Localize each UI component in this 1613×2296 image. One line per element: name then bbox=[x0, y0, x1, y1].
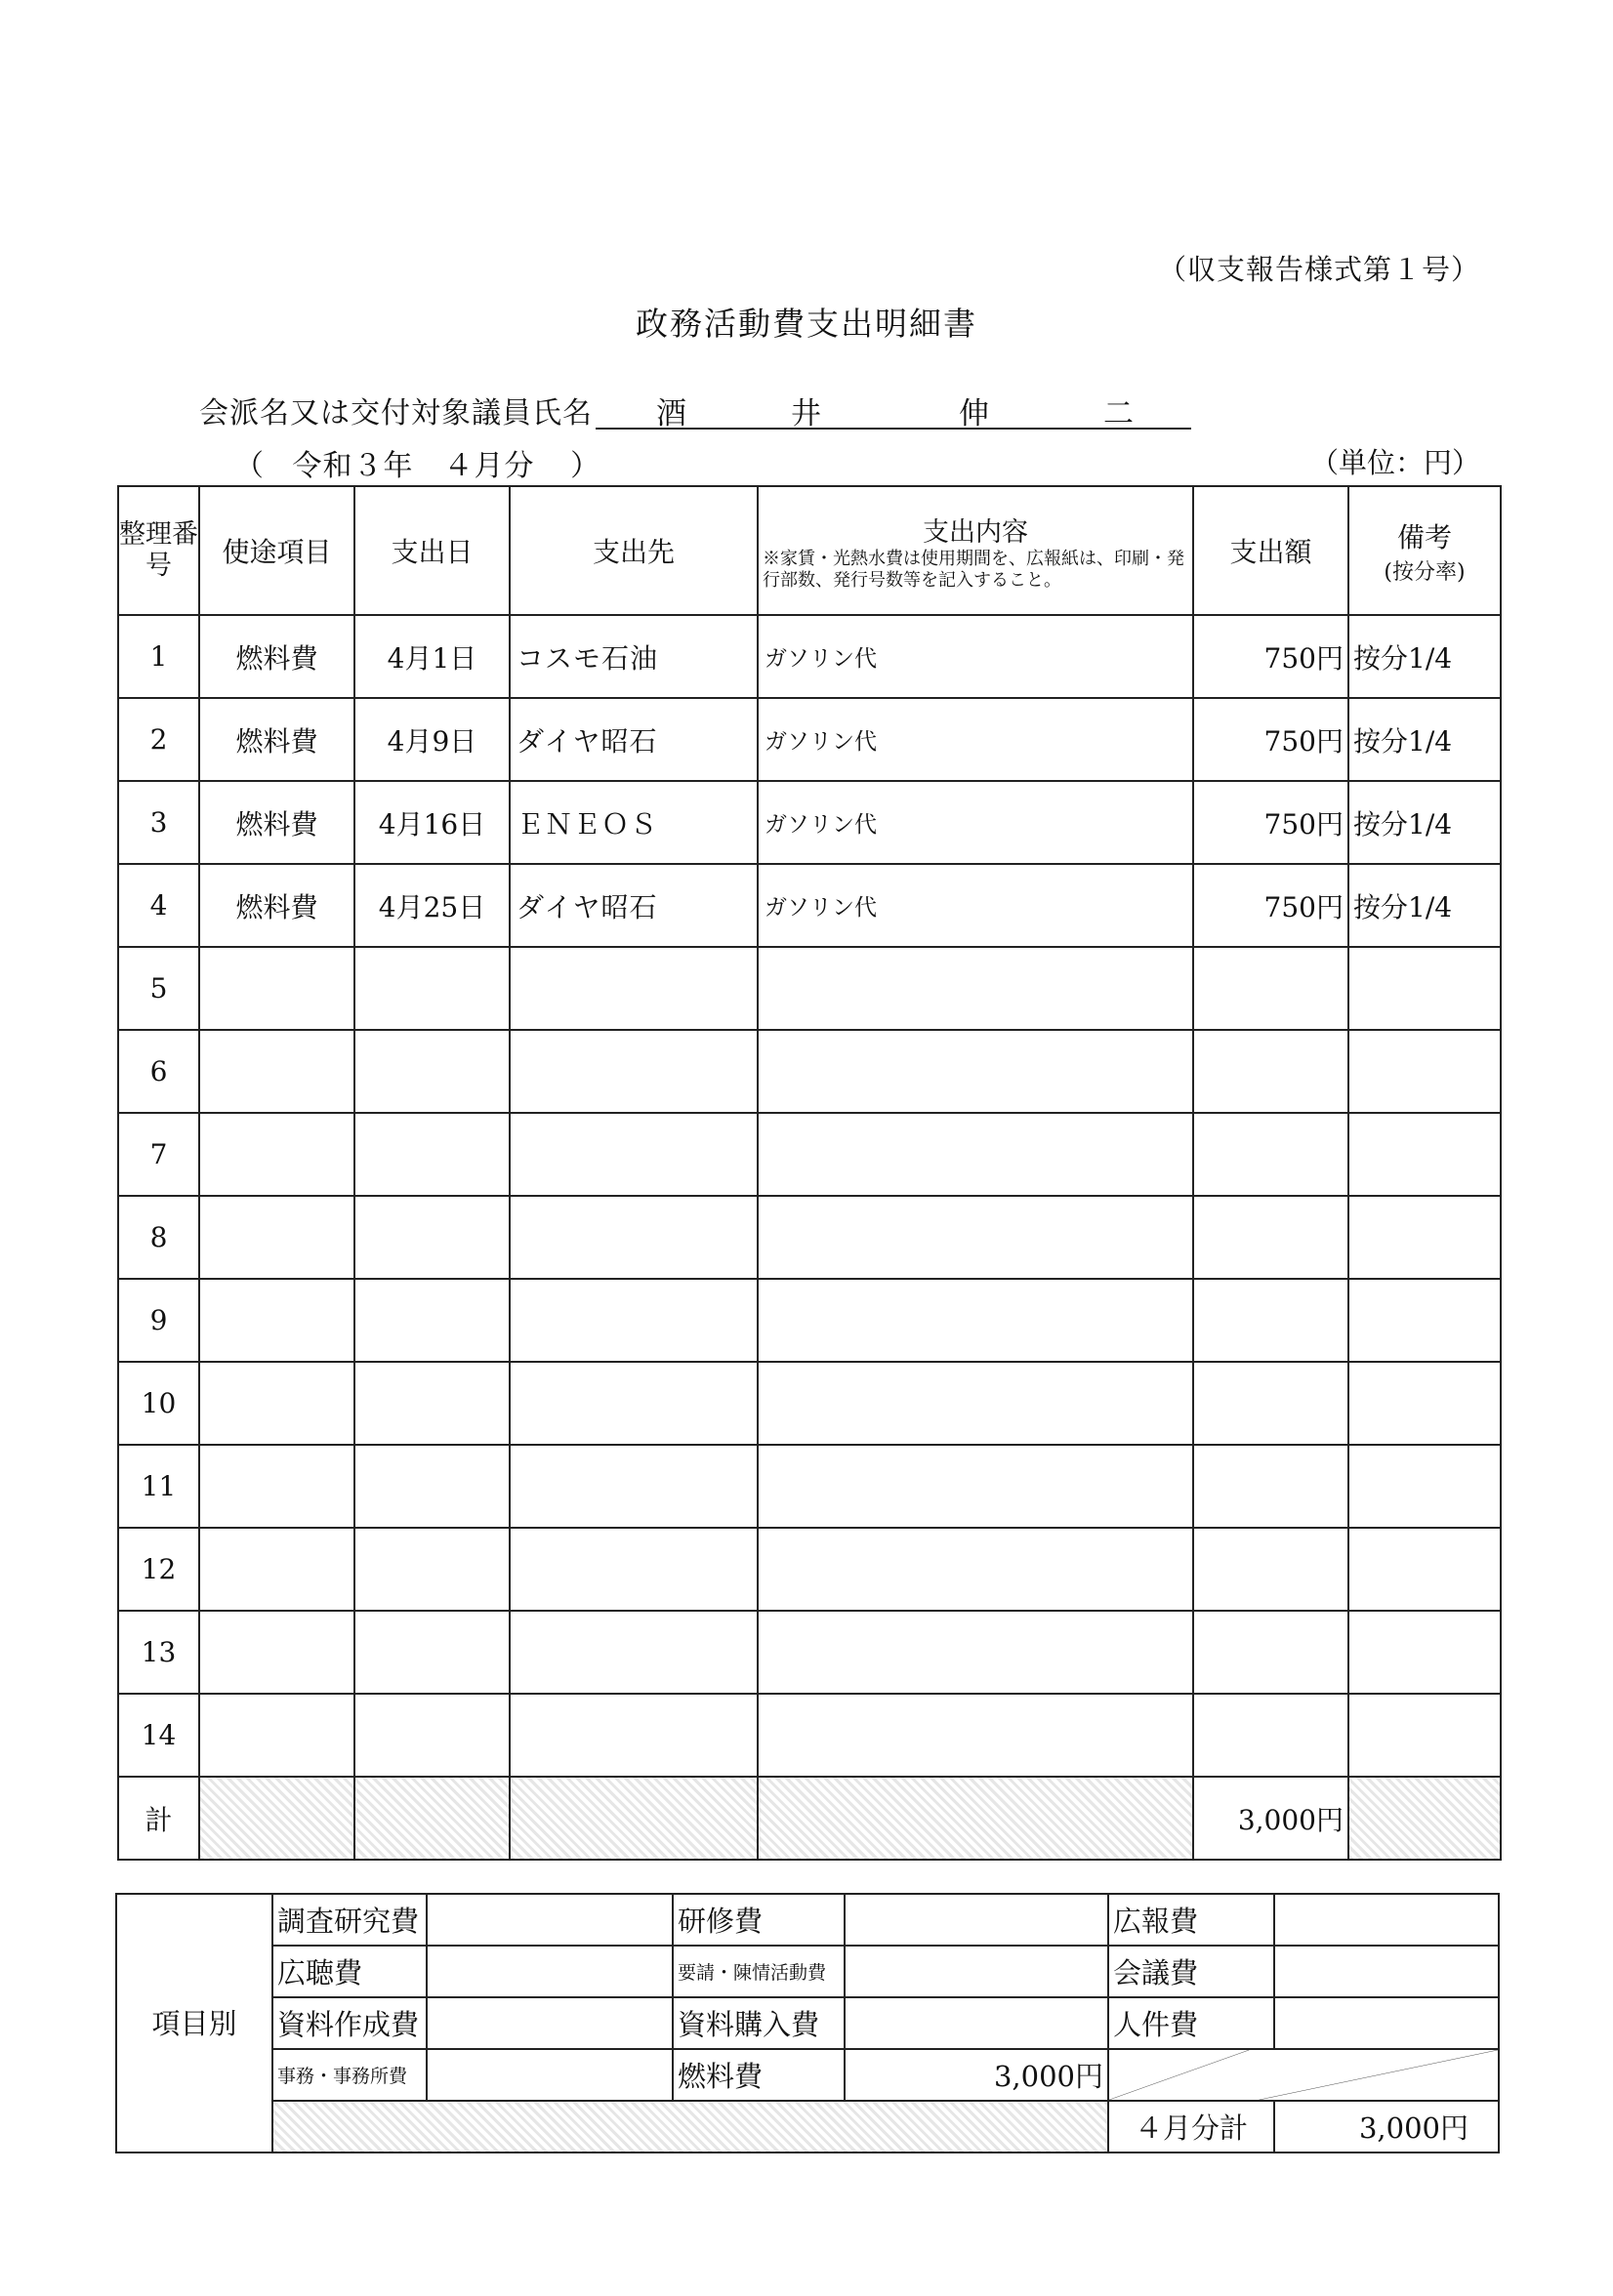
member-label: 会派名又は交付対象議員氏名 bbox=[199, 396, 593, 430]
label-training: 研修費 bbox=[673, 1894, 845, 1946]
header-content bbox=[758, 486, 1193, 615]
total-amount: 3,000円 bbox=[1193, 1777, 1348, 1860]
row-amount: 750円 bbox=[1193, 864, 1348, 947]
label-hearing: 広聴費 bbox=[272, 1946, 427, 1997]
row-date bbox=[354, 1445, 510, 1528]
row-number: 5 bbox=[118, 947, 199, 1030]
row-content bbox=[758, 1445, 1193, 1528]
label-fuel: 燃料費 bbox=[673, 2049, 845, 2101]
row-content bbox=[758, 1196, 1193, 1279]
row-amount: 750円 bbox=[1193, 698, 1348, 781]
row-payee bbox=[510, 1362, 758, 1445]
row-amount bbox=[1193, 1279, 1348, 1362]
shaded-cell bbox=[272, 2101, 1108, 2152]
row-date: 4月9日 bbox=[354, 698, 510, 781]
row-content: ガソリン代 bbox=[758, 615, 1193, 698]
row-use: 燃料費 bbox=[199, 781, 354, 864]
row-amount bbox=[1193, 1113, 1348, 1196]
header-content-note: ※家賃・光熱水費は使用期間を、広報紙は、印刷・発行部数、発行号数等を記入すること。 bbox=[763, 548, 1184, 591]
member-name-char: 二 bbox=[1103, 396, 1134, 431]
row-amount bbox=[1193, 1362, 1348, 1445]
row-note bbox=[1348, 1196, 1501, 1279]
value-pr bbox=[1274, 1894, 1499, 1946]
row-note bbox=[1348, 1030, 1501, 1113]
row-amount bbox=[1193, 1528, 1348, 1611]
row-number: 9 bbox=[118, 1279, 199, 1362]
row-note bbox=[1348, 1113, 1501, 1196]
value-petition bbox=[845, 1946, 1108, 1997]
table-row bbox=[118, 698, 1501, 781]
row-payee bbox=[510, 1445, 758, 1528]
unit-label: （単位：円） bbox=[1309, 446, 1480, 479]
header-amount: 支出額 bbox=[1193, 486, 1348, 615]
table-row bbox=[118, 864, 1501, 947]
label-materials-making: 資料作成費 bbox=[272, 1997, 427, 2049]
row-use: 燃料費 bbox=[199, 864, 354, 947]
row-amount: 750円 bbox=[1193, 615, 1348, 698]
crossed-out-cell bbox=[1108, 2049, 1499, 2101]
row-number: 1 bbox=[118, 615, 199, 698]
row-number: 14 bbox=[118, 1694, 199, 1777]
row-date bbox=[354, 1113, 510, 1196]
row-use bbox=[199, 1611, 354, 1694]
row-content bbox=[758, 1694, 1193, 1777]
row-note: 按分1/4 bbox=[1348, 864, 1501, 947]
row-content bbox=[758, 1362, 1193, 1445]
row-payee: ダイヤ昭石 bbox=[510, 698, 758, 781]
value-personnel bbox=[1274, 1997, 1499, 2049]
row-number: 7 bbox=[118, 1113, 199, 1196]
row-use: 燃料費 bbox=[199, 698, 354, 781]
row-number: 13 bbox=[118, 1611, 199, 1694]
table-row bbox=[118, 1113, 1501, 1196]
table-row bbox=[118, 1196, 1501, 1279]
row-note: 按分1/4 bbox=[1348, 615, 1501, 698]
row-number: 6 bbox=[118, 1030, 199, 1113]
row-note bbox=[1348, 1694, 1501, 1777]
row-date bbox=[354, 1030, 510, 1113]
row-date: 4月1日 bbox=[354, 615, 510, 698]
reporting-period bbox=[234, 441, 600, 484]
row-note bbox=[1348, 1362, 1501, 1445]
category-summary-table bbox=[115, 1893, 1500, 2153]
row-use bbox=[199, 1196, 354, 1279]
row-payee: ＥＮＥＯＳ bbox=[510, 781, 758, 864]
row-content bbox=[758, 1279, 1193, 1362]
label-pr: 広報費 bbox=[1108, 1894, 1274, 1946]
row-content bbox=[758, 1611, 1193, 1694]
row-number: 12 bbox=[118, 1528, 199, 1611]
row-date bbox=[354, 1279, 510, 1362]
row-date bbox=[354, 1694, 510, 1777]
table-row bbox=[118, 781, 1501, 864]
row-use bbox=[199, 1279, 354, 1362]
label-research: 調査研究費 bbox=[272, 1894, 427, 1946]
row-date bbox=[354, 947, 510, 1030]
row-number: 10 bbox=[118, 1362, 199, 1445]
period-text: 令和３年 ４月分 bbox=[292, 449, 535, 483]
value-training bbox=[845, 1894, 1108, 1946]
table-row bbox=[118, 1445, 1501, 1528]
row-payee bbox=[510, 1611, 758, 1694]
value-materials-purchase bbox=[845, 1997, 1108, 2049]
row-number: 11 bbox=[118, 1445, 199, 1528]
period-close: ） bbox=[570, 449, 601, 483]
row-note bbox=[1348, 947, 1501, 1030]
header-no: 整理番号 bbox=[118, 486, 199, 615]
value-office bbox=[427, 2049, 673, 2101]
row-date: 4月25日 bbox=[354, 864, 510, 947]
row-use: 燃料費 bbox=[199, 615, 354, 698]
header-note bbox=[1348, 486, 1501, 615]
table-row bbox=[118, 1030, 1501, 1113]
label-personnel: 人件費 bbox=[1108, 1997, 1274, 2049]
label-office: 事務・事務所費 bbox=[272, 2049, 427, 2101]
month-total-label: ４月分計 bbox=[1108, 2101, 1274, 2152]
header-content-title: 支出内容 bbox=[923, 516, 1028, 548]
row-note bbox=[1348, 1528, 1501, 1611]
row-amount bbox=[1193, 1196, 1348, 1279]
row-content bbox=[758, 947, 1193, 1030]
value-materials-making bbox=[427, 1997, 673, 2049]
row-payee bbox=[510, 947, 758, 1030]
shaded-cell bbox=[199, 1777, 354, 1860]
row-payee bbox=[510, 1113, 758, 1196]
row-note bbox=[1348, 1611, 1501, 1694]
row-number: 8 bbox=[118, 1196, 199, 1279]
shaded-cell bbox=[758, 1777, 1193, 1860]
period-open: （ bbox=[234, 449, 265, 483]
shaded-cell bbox=[510, 1777, 758, 1860]
label-materials-purchase: 資料購入費 bbox=[673, 1997, 845, 2049]
row-payee: コスモ石油 bbox=[510, 615, 758, 698]
header-note-title: 備考 bbox=[1396, 520, 1452, 554]
value-research bbox=[427, 1894, 673, 1946]
table-row bbox=[118, 947, 1501, 1030]
row-content bbox=[758, 1528, 1193, 1611]
row-amount bbox=[1193, 1445, 1348, 1528]
row-content bbox=[758, 1030, 1193, 1113]
row-content bbox=[758, 1113, 1193, 1196]
row-payee bbox=[510, 1694, 758, 1777]
row-note bbox=[1348, 1445, 1501, 1528]
row-amount: 750円 bbox=[1193, 781, 1348, 864]
row-use bbox=[199, 1113, 354, 1196]
month-total-amount: 3,000円 bbox=[1274, 2101, 1499, 2152]
row-amount bbox=[1193, 1030, 1348, 1113]
row-content: ガソリン代 bbox=[758, 781, 1193, 864]
shaded-cell bbox=[1348, 1777, 1501, 1860]
value-hearing bbox=[427, 1946, 673, 1997]
member-name-char: 酒 bbox=[656, 396, 686, 431]
member-name-char: 伸 bbox=[959, 396, 989, 431]
row-note bbox=[1348, 1279, 1501, 1362]
row-use bbox=[199, 947, 354, 1030]
document-title: 政務活動費支出明細書 bbox=[636, 305, 977, 343]
row-date bbox=[354, 1196, 510, 1279]
row-use bbox=[199, 1694, 354, 1777]
expense-detail-table bbox=[117, 485, 1502, 1861]
row-content: ガソリン代 bbox=[758, 698, 1193, 781]
value-meeting bbox=[1274, 1946, 1499, 1997]
category-label: 項目別 bbox=[116, 1894, 272, 2152]
form-number: （収支報告様式第１号） bbox=[1157, 253, 1480, 286]
row-note: 按分1/4 bbox=[1348, 698, 1501, 781]
row-payee: ダイヤ昭石 bbox=[510, 864, 758, 947]
row-number: 3 bbox=[118, 781, 199, 864]
row-payee bbox=[510, 1030, 758, 1113]
row-payee bbox=[510, 1528, 758, 1611]
label-meeting: 会議費 bbox=[1108, 1946, 1274, 1997]
table-row bbox=[118, 1528, 1501, 1611]
table-header-row bbox=[118, 486, 1501, 615]
row-date: 4月16日 bbox=[354, 781, 510, 864]
header-date: 支出日 bbox=[354, 486, 510, 615]
header-note-sub: (按分率) bbox=[1384, 559, 1466, 585]
label-petition: 要請・陳情活動費 bbox=[673, 1946, 845, 1997]
row-amount bbox=[1193, 1694, 1348, 1777]
row-date bbox=[354, 1362, 510, 1445]
shaded-cell bbox=[354, 1777, 510, 1860]
row-amount bbox=[1193, 947, 1348, 1030]
member-name-field bbox=[596, 389, 1191, 430]
row-number: 4 bbox=[118, 864, 199, 947]
total-label: 計 bbox=[118, 1777, 199, 1860]
total-row bbox=[118, 1777, 1501, 1860]
header-payee: 支出先 bbox=[510, 486, 758, 615]
row-use bbox=[199, 1030, 354, 1113]
table-row bbox=[118, 1362, 1501, 1445]
diagonal-lines bbox=[1109, 2050, 1498, 2100]
table-row bbox=[118, 615, 1501, 698]
table-row bbox=[118, 1279, 1501, 1362]
row-use bbox=[199, 1362, 354, 1445]
row-content: ガソリン代 bbox=[758, 864, 1193, 947]
row-date bbox=[354, 1528, 510, 1611]
row-payee bbox=[510, 1196, 758, 1279]
row-number: 2 bbox=[118, 698, 199, 781]
value-fuel: 3,000円 bbox=[845, 2049, 1108, 2101]
row-note: 按分1/4 bbox=[1348, 781, 1501, 864]
header-use: 使途項目 bbox=[199, 486, 354, 615]
row-date bbox=[354, 1611, 510, 1694]
table-row bbox=[118, 1694, 1501, 1777]
table-row bbox=[118, 1611, 1501, 1694]
row-use bbox=[199, 1445, 354, 1528]
row-amount bbox=[1193, 1611, 1348, 1694]
row-payee bbox=[510, 1279, 758, 1362]
row-use bbox=[199, 1528, 354, 1611]
member-name-char: 井 bbox=[791, 396, 821, 431]
